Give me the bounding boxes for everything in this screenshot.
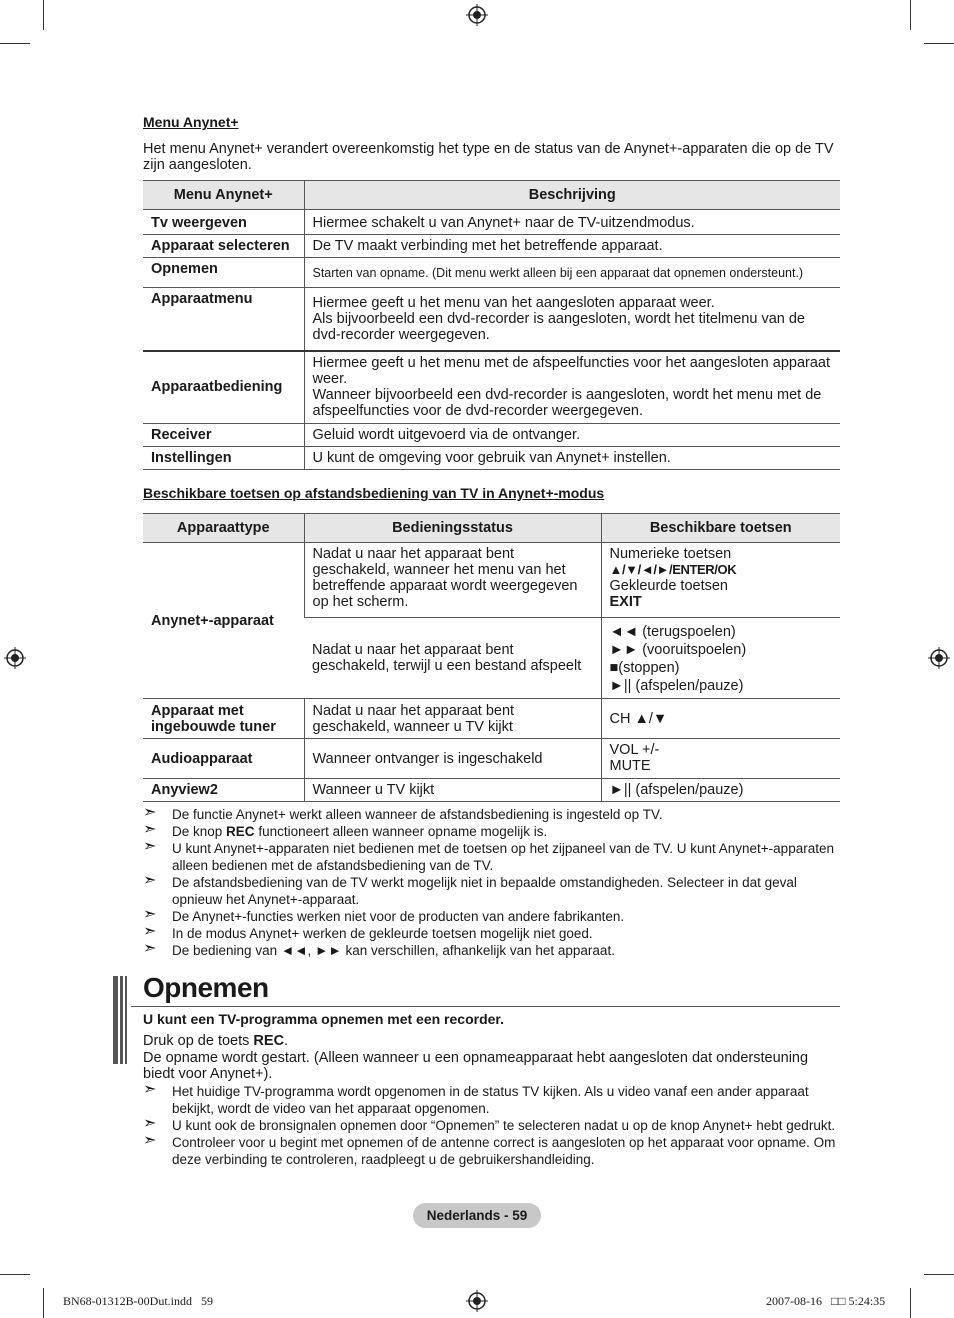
device-type-cell: Audioapparaat <box>143 739 304 779</box>
notes-list <box>143 806 843 959</box>
device-type-cell: Anyview2 <box>143 779 304 802</box>
heading-bar-decoration <box>120 976 123 1064</box>
heading-bar-decoration <box>125 976 127 1064</box>
key-label: MUTE <box>609 758 651 774</box>
table-row <box>143 739 840 779</box>
list-item: ➣ De bediening van ◄◄, ►► kan verschillen, afhankelijk van het apparaat. <box>143 940 615 958</box>
section-intro: Het menu Anynet+ verandert overeenkomstig het type en de status van de Anynet+-apparaten die op de TV zijn aangesloten. <box>143 141 834 173</box>
registration-mark-icon <box>928 647 950 669</box>
footer-date: 2007-08-16 □□ 5:24:35 <box>766 1294 886 1308</box>
note-arrow-icon: ➣ <box>143 821 157 838</box>
table-row <box>143 779 840 802</box>
keys-cell <box>601 618 840 699</box>
status-cell: Wanneer u TV kijkt <box>304 779 601 802</box>
list-item: ➣ Controleer voor u begint met opnemen of de antenne correct is aangesloten op het apparaat voor opname. Om deze verbinding te controleren, raadpleegt u de gebruikershandleiding. <box>143 1132 836 1167</box>
page-title: Opnemen <box>143 972 269 1003</box>
heading-bar-decoration <box>113 976 118 1064</box>
table-cell-key: Opnemen <box>143 258 304 288</box>
registration-mark-icon <box>466 1290 488 1312</box>
key-label: ▲/▼/◄/►/ENTER/OK <box>609 562 737 577</box>
crop-mark <box>910 0 911 30</box>
list-item: ➣ De functie Anynet+ werkt alleen wanneer de afstandsbediening is ingesteld op TV. <box>143 804 663 822</box>
table-header: Menu Anynet+ <box>143 181 304 210</box>
section-title-available-keys: Beschikbare toetsen op afstandsbediening van TV in Anynet+-modus <box>143 485 605 501</box>
registration-mark-icon <box>466 4 488 26</box>
list-item: ➣ U kunt Anynet+-apparaten niet bedienen met de toetsen op het zijpaneel van de TV. U kunt Anynet+-apparaten alleen bedienen met de afstandsbediening van de TV. <box>143 838 834 873</box>
status-cell: Nadat u naar het apparaat bent geschakeld, terwijl u een bestand afspeelt <box>304 618 601 699</box>
instruction-line: Druk op de toets REC. <box>143 1033 289 1049</box>
table-row <box>143 543 840 618</box>
note-arrow-icon: ➣ <box>143 872 157 889</box>
table-cell-desc: Hiermee geeft u het menu met de afspeelfuncties voor het aangesloten apparaat weer. Wanneer bijvoorbeeld een dvd-recorder is aangesloten, wordt het menu met de afspeelfuncties voor de dvd-recorder weergegeven. <box>304 351 840 424</box>
table-cell-key: Apparaatbediening <box>143 351 304 424</box>
table-cell-key: Tv weergeven <box>143 210 304 235</box>
table-cell-key: Receiver <box>143 424 304 447</box>
table-row <box>143 699 840 739</box>
crop-mark <box>43 0 44 30</box>
note-arrow-icon: ➣ <box>143 940 157 957</box>
available-keys-table <box>143 513 840 802</box>
note-arrow-icon: ➣ <box>143 1081 157 1098</box>
table-row <box>143 424 840 447</box>
crop-mark <box>924 1274 954 1275</box>
note-arrow-icon: ➣ <box>143 804 157 821</box>
list-item: ➣ De knop REC functioneert alleen wanneer opname mogelijk is. <box>143 821 548 839</box>
crop-mark <box>43 1288 44 1318</box>
table-row <box>143 235 840 258</box>
key-label: Gekleurde toetsen <box>609 578 728 594</box>
table-row <box>143 351 840 424</box>
table-cell-desc: Hiermee schakelt u van Anynet+ naar de TV-uitzendmodus. <box>304 210 840 235</box>
table-header: Beschikbare toetsen <box>601 514 840 543</box>
table-cell-key: Apparaatmenu <box>143 288 304 351</box>
note-arrow-icon: ➣ <box>143 906 157 923</box>
table-header: Apparaattype <box>143 514 304 543</box>
table-cell-key: Instellingen <box>143 447 304 470</box>
crop-mark <box>0 1274 30 1275</box>
table-cell-desc: Hiermee geeft u het menu van het aangesloten apparaat weer. Als bijvoorbeeld een dvd-recorder is aangesloten, wordt het titelmenu van de dvd-recorder weergegeven. <box>304 288 840 351</box>
table-row <box>143 288 840 351</box>
device-type-cell: Anynet+-apparaat <box>143 543 304 699</box>
section-subtitle: U kunt een TV-programma opnemen met een recorder. <box>143 1011 504 1027</box>
note-arrow-icon: ➣ <box>143 838 157 855</box>
list-item: ➣ U kunt ook de bronsignalen opnemen door “Opnemen” te selecteren nadat u op de knop Anynet+ hebt gedrukt. <box>143 1115 836 1133</box>
list-item: ➣ De afstandsbediening van de TV werkt mogelijk niet in bepaalde omstandigheden. Selecteer in dat geval opnieuw het Anynet+-apparaat. <box>143 872 797 907</box>
list-item: ➣ In de modus Anynet+ werken de gekleurde toetsen mogelijk niet goed. <box>143 923 593 941</box>
table-row <box>143 210 840 235</box>
list-item: ➣ De Anynet+-functies werken niet voor de producten van andere fabrikanten. <box>143 906 625 924</box>
table-header: Bedieningsstatus <box>304 514 601 543</box>
note-arrow-icon: ➣ <box>143 923 157 940</box>
table-cell-desc: Geluid wordt uitgevoerd via de ontvanger. <box>304 424 840 447</box>
table-cell-desc: U kunt de omgeving voor gebruik van Anynet+ instellen. <box>304 447 840 470</box>
page-number-badge: Nederlands - 59 <box>413 1203 541 1228</box>
crop-mark <box>0 43 30 44</box>
keys-cell: ►|| (afspelen/pauze) <box>601 779 840 802</box>
status-cell: Nadat u naar het apparaat bent geschakeld, wanneer het menu van het betreffende apparaat wordt weergegeven op het scherm. <box>304 543 601 618</box>
list-item: ➣ Het huidige TV-programma wordt opgenomen in de status TV kijken. Als u video vanaf een ander apparaat bekijkt, wordt de video van het apparaat opgenomen. <box>143 1081 809 1116</box>
table-header: Beschrijving <box>304 181 840 210</box>
key-label: Numerieke toetsen <box>609 546 732 562</box>
table-row <box>143 447 840 470</box>
table-row <box>143 258 840 288</box>
registration-mark-icon <box>4 647 26 669</box>
divider <box>131 1006 840 1007</box>
keys-cell: CH ▲/▼ <box>601 699 840 739</box>
keys-cell <box>601 543 840 618</box>
notes-list <box>143 1083 843 1168</box>
footer-file-info: BN68-01312B-00Dut.indd 59 <box>63 1294 213 1308</box>
device-type-cell: Apparaat met ingebouwde tuner <box>143 699 304 739</box>
keys-cell <box>601 739 840 779</box>
key-label: ◄◄ (terugspoelen) <box>609 624 736 640</box>
table-header-row <box>143 514 840 543</box>
key-label: EXIT <box>609 594 642 610</box>
section-title-menu-anynet: Menu Anynet+ <box>143 114 239 130</box>
table-cell-desc: De TV maakt verbinding met het betreffende apparaat. <box>304 235 840 258</box>
crop-mark <box>924 43 954 44</box>
table-header-row <box>143 181 840 210</box>
status-cell: Wanneer ontvanger is ingeschakeld <box>304 739 601 779</box>
anynet-menu-table <box>143 180 840 470</box>
table-cell-desc: Starten van opname. (Dit menu werkt alleen bij een apparaat dat opnemen ondersteunt.) <box>304 258 840 288</box>
key-label: VOL +/- <box>609 742 660 758</box>
instruction-text: De opname wordt gestart. (Alleen wanneer u een opnameapparaat hebt aangesloten dat ondersteuning biedt voor Anynet+). <box>143 1050 809 1082</box>
key-label: ►|| (afspelen/pauze) <box>609 678 744 694</box>
note-arrow-icon: ➣ <box>143 1132 157 1149</box>
key-label: ►► (vooruitspoelen) <box>609 642 747 658</box>
note-arrow-icon: ➣ <box>143 1115 157 1132</box>
status-cell: Nadat u naar het apparaat bent geschakeld, wanneer u TV kijkt <box>304 699 601 739</box>
table-cell-key: Apparaat selecteren <box>143 235 304 258</box>
key-label: ■(stoppen) <box>609 660 680 676</box>
crop-mark <box>910 1288 911 1318</box>
